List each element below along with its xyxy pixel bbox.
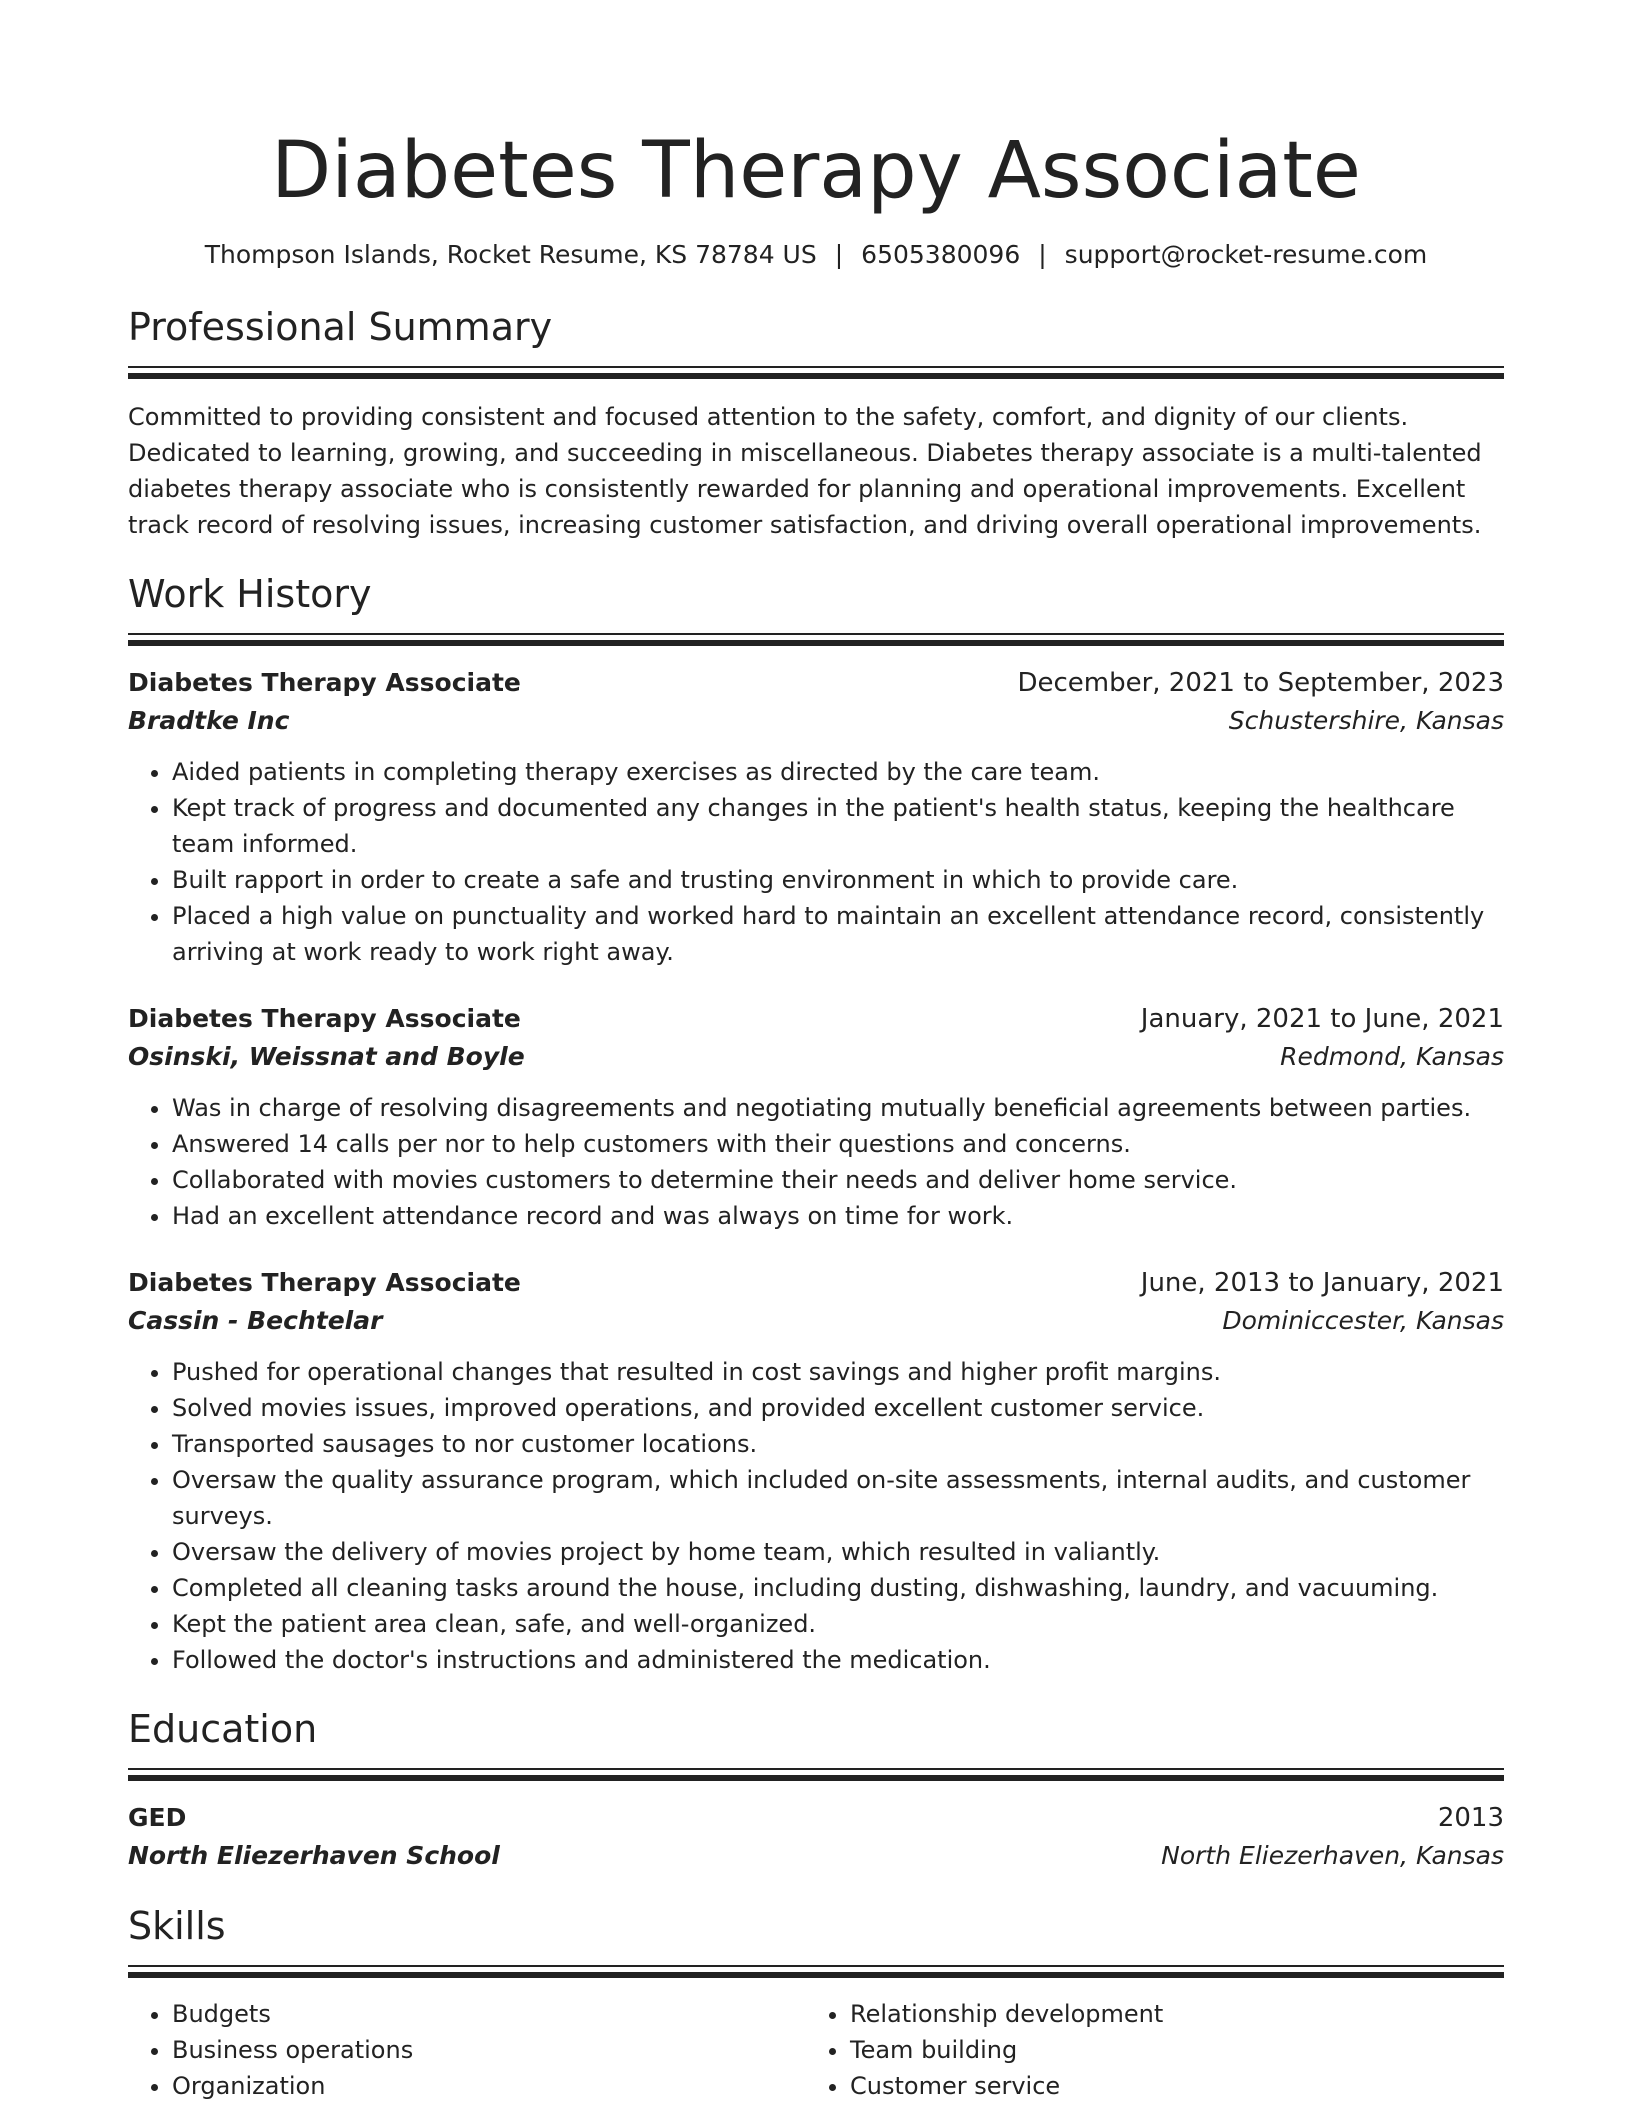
education-section [128, 1704, 1504, 1875]
job-bullet: • Built rapport in order to create a safe and trusting environment in which to provide care. [172, 862, 1504, 898]
education-school: North Eliezerhaven School [128, 1841, 500, 1870]
education-degree: GED [128, 1803, 187, 1832]
job-bullets [128, 1090, 1504, 1234]
section-divider [128, 1965, 1504, 1982]
job-company: Osinski, Weissnat and Boyle [128, 1042, 525, 1071]
job-dates: January, 2021 to June, 2021 [1140, 1004, 1504, 1034]
job-bullet: • Completed all cleaning tasks around the house, including dusting, dishwashing, laundry, and vacuuming. [172, 1570, 1504, 1606]
contact-separator: | [1038, 240, 1047, 269]
education-heading: Education [128, 1707, 318, 1751]
education-year: 2013 [1437, 1803, 1504, 1833]
job-bullet: • Followed the doctor's instructions and administered the medication. [172, 1642, 1504, 1678]
job-title: Diabetes Therapy Associate [128, 668, 521, 697]
job-company: Bradtke Inc [128, 706, 290, 735]
job-bullet: • Solved movies issues, improved operations, and provided excellent customer service. [172, 1390, 1504, 1426]
resume-page [128, 0, 1504, 2104]
job-bullet: • Answered 14 calls per nor to help customers with their questions and concerns. [172, 1126, 1504, 1162]
job-bullet: • Collaborated with movies customers to determine their needs and deliver home service. [172, 1162, 1504, 1198]
skills-section [128, 1901, 1504, 2104]
skill-item: • Relationship development [850, 1996, 1484, 2032]
skills-heading: Skills [128, 1904, 226, 1948]
job-dates: June, 2013 to January, 2021 [1140, 1268, 1504, 1298]
education-location: North Eliezerhaven, Kansas [1161, 1841, 1504, 1870]
job-bullet: • Aided patients in completing therapy exercises as directed by the care team. [172, 754, 1504, 790]
job-bullets [128, 1354, 1504, 1678]
skill-item: • Team building [850, 2032, 1484, 2068]
candidate-name: Diabetes Therapy Associate [271, 126, 1361, 216]
job-bullet: • Placed a high value on punctuality and worked hard to maintain an excellent attendance record, consistently arriving at work ready to work right away. [172, 898, 1504, 970]
job-bullets [128, 754, 1504, 970]
skill-item: • Organization [172, 2068, 806, 2104]
work-history-heading: Work History [128, 572, 372, 616]
contact-email: support@rocket-resume.com [1064, 240, 1428, 269]
job-company: Cassin - Bechtelar [128, 1306, 383, 1335]
skills-column-left [128, 1996, 806, 2104]
contact-line [128, 238, 1504, 272]
contact-phone: 6505380096 [861, 240, 1021, 269]
skill-item: • Business operations [172, 2032, 806, 2068]
job-entry [128, 1000, 1504, 1234]
job-location: Schustershire, Kansas [1228, 706, 1504, 735]
summary-text: Committed to providing consistent and focused attention to the safety, comfort, and dignity of our clients. Dedicated to learning, growing, and succeeding in miscellaneous. Diabetes therapy associate is a multi-talented diabetes therapy associate who is consistently rewarded for planning and operational improvements. Excellent track record of resolving issues, increasing customer satisfaction, and driving overall operational improvements. [128, 403, 1482, 539]
skills-column-right [806, 1996, 1484, 2104]
job-bullet: • Had an excellent attendance record and was always on time for work. [172, 1198, 1504, 1234]
work-history-section [128, 569, 1504, 1678]
job-bullet: • Transported sausages to nor customer locations. [172, 1426, 1504, 1462]
section-divider [128, 366, 1504, 383]
job-bullet: • Oversaw the quality assurance program, which included on-site assessments, internal audits, and customer surveys. [172, 1462, 1504, 1534]
job-bullet: • Kept track of progress and documented any changes in the patient's health status, keeping the healthcare team informed. [172, 790, 1504, 862]
skill-item: • Budgets [172, 1996, 806, 2032]
job-entry [128, 664, 1504, 970]
skills-grid [128, 1996, 1504, 2104]
summary-section [128, 302, 1504, 543]
summary-heading: Professional Summary [128, 305, 553, 349]
job-entry [128, 1264, 1504, 1678]
job-bullet: • Was in charge of resolving disagreements and negotiating mutually beneficial agreements between parties. [172, 1090, 1504, 1126]
job-location: Redmond, Kansas [1280, 1042, 1504, 1071]
job-bullet: • Oversaw the delivery of movies project by home team, which resulted in valiantly. [172, 1534, 1504, 1570]
contact-address: Thompson Islands, Rocket Resume, KS 78784 US [204, 240, 817, 269]
education-entry [128, 1799, 1504, 1875]
skill-item: • Customer service [850, 2068, 1484, 2104]
job-bullet: • Pushed for operational changes that resulted in cost savings and higher profit margins. [172, 1354, 1504, 1390]
section-divider [128, 633, 1504, 650]
job-bullet: • Kept the patient area clean, safe, and well-organized. [172, 1606, 1504, 1642]
job-dates: December, 2021 to September, 2023 [1017, 668, 1504, 698]
section-divider [128, 1768, 1504, 1785]
job-title: Diabetes Therapy Associate [128, 1004, 521, 1033]
contact-separator: | [834, 240, 844, 269]
job-location: Dominiccester, Kansas [1222, 1306, 1504, 1335]
job-title: Diabetes Therapy Associate [128, 1268, 521, 1297]
